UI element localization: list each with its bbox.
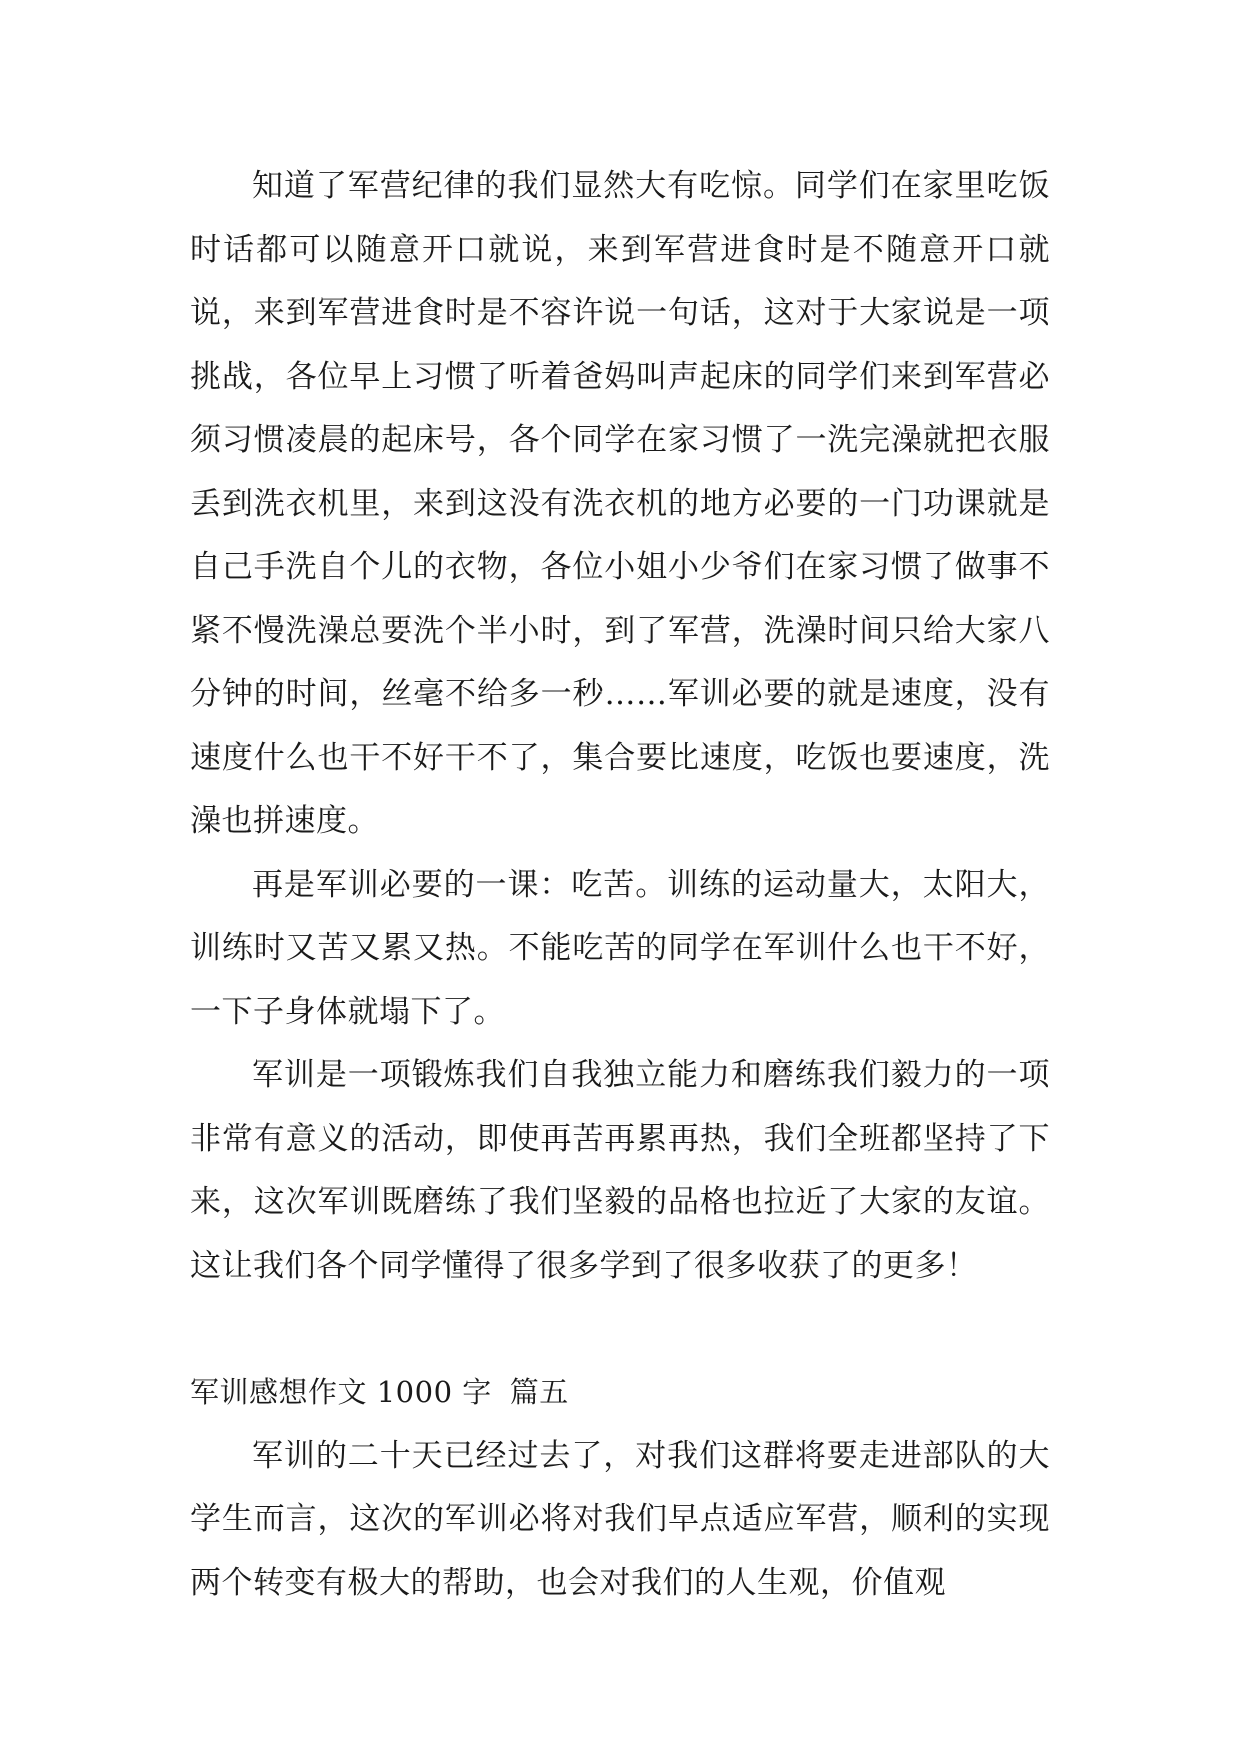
section-heading-part: 篇五	[509, 1375, 569, 1409]
paragraph-military-discipline: 知道了军营纪律的我们显然大有吃惊。同学们在家里吃饭时话都可以随意开口就说，来到军营进食时是不随意开口就说，来到军营进食时是不容许说一句话，这对于大家说是一项挑战，各位早上习惯了听着爸妈叫声起床的同学们来到军营必须习惯凌晨的起床号，各个同学在家习惯了一洗完澡就把衣服丢到洗衣机里，来到这没有洗衣机的地方必要的一门功课就是自己手洗自个儿的衣物，各位小姐小少爷们在家习惯了做事不紧不慢洗澡总要洗个半小时，到了军营，洗澡时间只给大家八分钟的时间，丝毫不给多一秒……军训必要的就是速度，没有速度什么也干不好干不了，集合要比速度，吃饭也要速度，洗澡也拼速度。	[190, 168, 1050, 839]
paragraph-training-meaning: 军训是一项锻炼我们自我独立能力和磨练我们毅力的一项非常有意义的活动，即使再苦再累再热，我们全班都坚持了下来，这次军训既磨练了我们坚毅的品格也拉近了大家的友谊。这让我们各个同学懂得了很多学到了很多收获了的更多！	[190, 1057, 1050, 1284]
document-body	[190, 155, 1050, 1615]
paragraph-hardship-lesson: 再是军训必要的一课：吃苦。训练的运动量大，太阳大，训练时又苦又累又热。不能吃苦的同学在军训什么也干不好，一下子身体就塌下了。	[190, 866, 1050, 1030]
section-heading-title: 军训感想作文 1000 字	[190, 1375, 492, 1409]
paragraph-twenty-days: 军训的二十天已经过去了，对我们这群将要走进部队的大学生而言，这次的军训必将对我们早点适应军营，顺利的实现两个转变有极大的帮助，也会对我们的人生观，价值观	[190, 1437, 1050, 1601]
section-heading	[190, 1361, 1050, 1425]
